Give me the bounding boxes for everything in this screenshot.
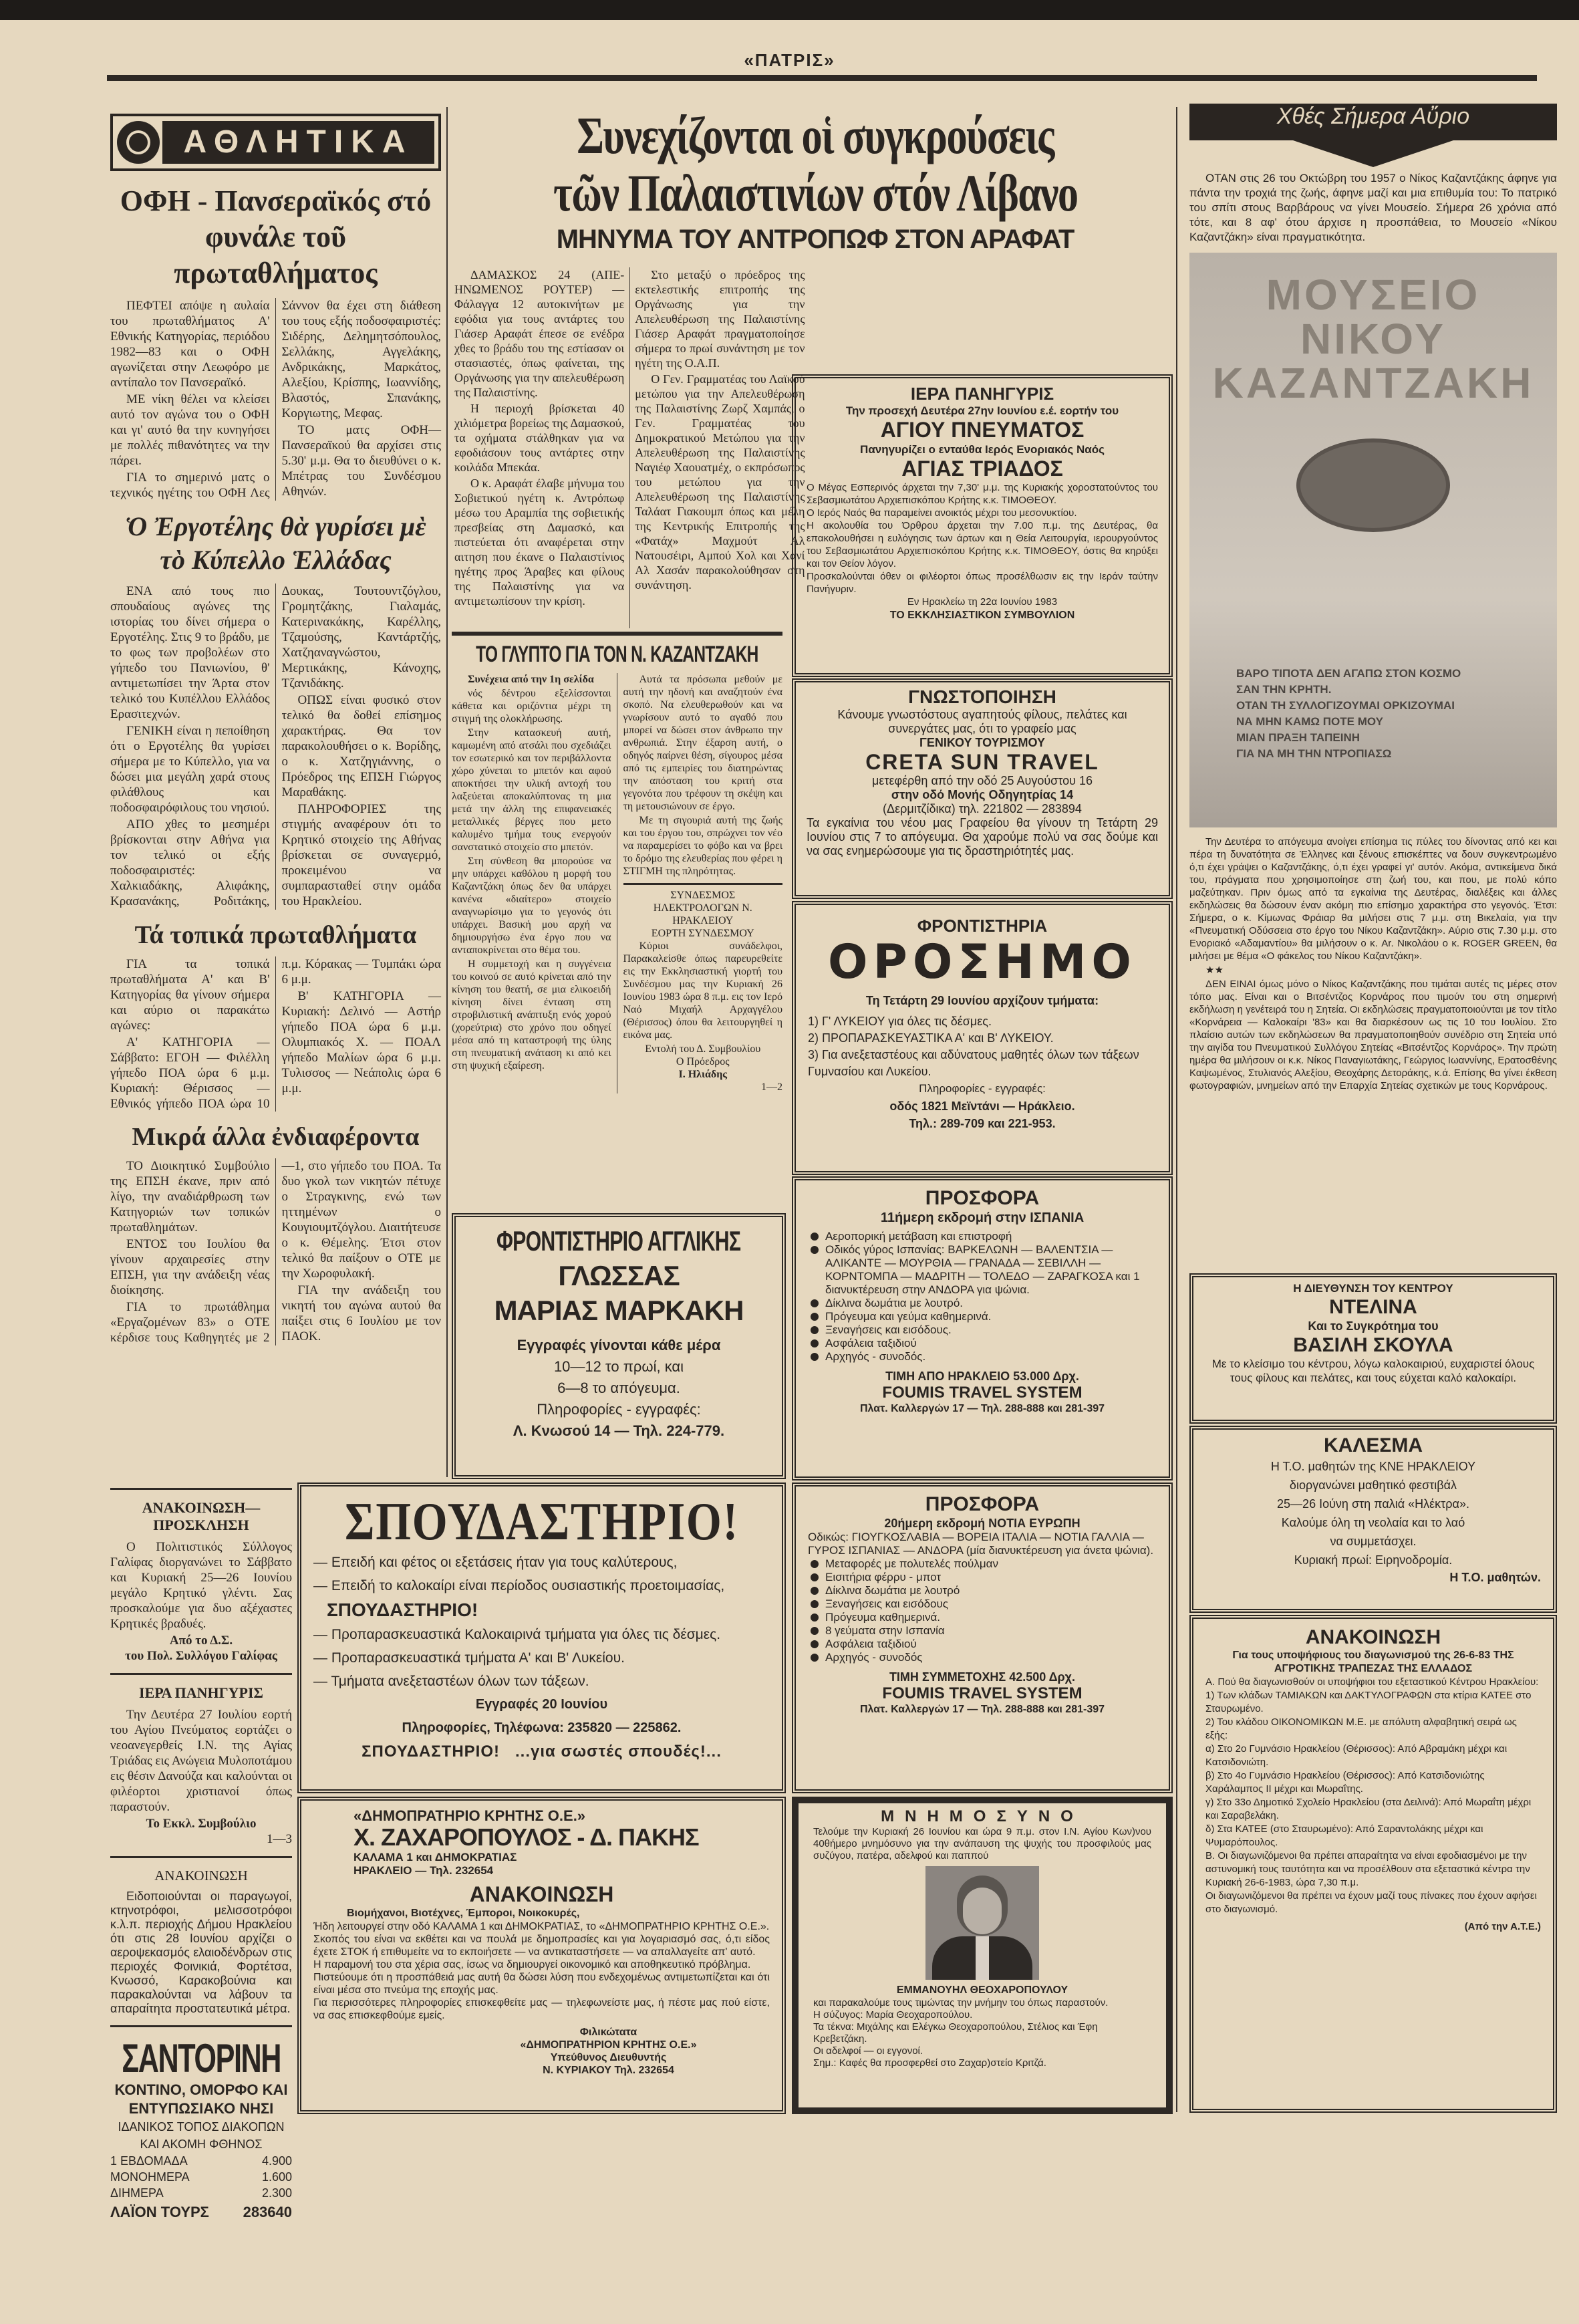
feature-intro: ΟΤΑΝ στις 26 του Οκτώβρη του 1957 ο Νίκος Καζαντζάκης άφηνε για πάντα την τροχιά της ζωής, άφηνε μαζί και μια επιθυμία του: Το πατρικό του σπίτι στους Βαρβάρους να γίνει Μουσείο. Σήμερα 26 χρόνια από τότε, και 8 αφ' ότου άρχισε η προσπάθεια, το Μουσείο «Νίκου Καζαντζάκη» είναι πραγματικότητα. — [1189, 172, 1557, 243]
paragraph: Η συμμετοχή και η συγγένεια του κοινού σε αυτό κρίνεται από την κίνηση του θεατή, σε μια ελικοειδή κίνηση δίνει ένταση στη στροβιλιστική ανάπτυξη ενός χορού (χορεύτρια) στο χρόνο που οδηγεί μέσα από τη καταστροφή της ύλης στη πνευματική ανάταση κι από κει στη ψυχική εξαίρεση. — [452, 958, 611, 1071]
paragraph: ΑΠΟ χθες το μεσημέρι βρίσκονται στην Αθήνα για τον τελικό οι εξής ποδοσφαιριστές: Χαλκιαδάκης, Αλιφάκης, Κρασανάκης, Ροδιτάκης, Δουκας, Τουτουντζόγλου, Γρομητζάκης, Γιαλαμάς, Κατερινακάκης, Καρέλλης, Τζαμούσης, Καντάρτζής, Χατζηαναγνώστου, Μερτικάκης, Κάνοχης, Τζανιδάκης. — [110, 584, 441, 908]
text: οδός 1821 Μεϊντάνι — Ηράκλειο. — [889, 1100, 1075, 1113]
paragraph: ΕΝΑ από τους πιο σπουδαίους αγώνες της ιστορίας του δίνει σήμερα ο Εργοτέλης. Στις 9 το βράδυ, με το φως των προβολέων στο γήπεδο του Πανιωνίου, θ' αντιμετωπίσει την Άρτα στον τελικό του Κυπέλλου Ελλάδος Ερασιτεχνών. — [110, 584, 270, 721]
paragraph: ΤΟ Διοικητικό Συμβούλιο της ΕΠΣΗ έκανε, πριν από λίγο, την αναδιάρθρωση των Κατηγοριών των τοπικών πρωταθλημάτων. — [110, 1159, 270, 1235]
lead-headline-line: τῶν Παλαιστινίων στόν Λίβανο — [553, 164, 1078, 222]
text: Την προσεχή Δευτέρα 27ην Ιουνίου ε.έ. εορτήν του — [845, 404, 1119, 417]
text: FOUMIS TRAVEL SYSTEM — [882, 1684, 1083, 1702]
text: Για τους υποψήφιους του διαγωνισμού της 26-6-83 ΤΗΣ ΑΓΡΟΤΙΚΗΣ ΤΡΑΠΕΖΑΣ ΤΗΣ ΕΛΛΑΔΟΣ — [1232, 1650, 1514, 1674]
list-item: Ξεναγήσεις και εισόδους. — [808, 1323, 1157, 1337]
list-item: Εισιτήρια φέρρυ - μποτ — [808, 1571, 1157, 1584]
text: Τη Τετάρτη 29 Ιουνίου αρχίζουν τμήματα: — [865, 994, 1099, 1007]
feast-sign: Το Εκκλ. Συμβούλιο — [146, 1817, 257, 1831]
text: Πληροφορίες, Τηλέφωνα: 235820 — 225862. — [402, 1720, 682, 1735]
text: ΣΠΟΥΔΑΣΤΗΡΙΟ! — [362, 1742, 500, 1761]
text: — Τμήματα ανεξεταστέων όλων των τάξεων. — [313, 1674, 589, 1689]
paragraph: Ο Μέγας Εσπερινός άρχεται την 7,30' μ.μ. της Κυριακής χοροστατούντος του Σεβασμιωτάτου Αρχιεπισκόπου Κρήτης κ.κ. ΤΙΜΟΘΕΟΥ. — [807, 482, 1158, 506]
santorini-agency — [110, 2204, 292, 2221]
paragraph: Η Τ.Ο. μαθητών της ΚΝΕ ΗΡΑΚΛΕΙΟΥ — [1270, 1460, 1476, 1473]
paragraph: ΠΛΗΡΟΦΟΡΙΕΣ της στιγμής αναφέρουν ότι το Κρητικό στοιχείο της Αθήνας βρίσκεται σε συναγερμό, προκειμένου να συμπαρασταθεί στην ομάδα του Ηρακλείου. — [281, 802, 441, 908]
paragraph: 2) ΠΡΟΠΑΡΑΣΚΕΥΑΣΤΙΚΑ Α' και Β' ΛΥΚΕΙΟΥ. — [808, 1031, 1054, 1045]
paragraph: Για περισσότερες πληροφορίες επισκεφθείτε μας — τηλεφωνείστε μας, ή πέστε μας πού είστε, να σας επισκεφθούμε εμείς. — [313, 1997, 770, 2021]
paragraph: Την Δευτέρα το απόγευμα ανοίγει επίσημα τις πύλες του δίνοντας από κει και πέρα τη δυνατότητα σε Έλληνες και ξένους επισκέπτες να δουν συγκεντρωμένο ό,τι έχει γράψει ο Καζαντζάκης, ό,τι έχει γραφεί γι' αυτόν. Ακόμα, αντικείμενα δικά του, πράγματα που χρησιμοποίησε στη ζωή του, και που, με πολύ κόπο μαζεύτηκαν. Πριν όμως από τα εγκαίνια της Δευτέρας, διαλέξεις και άλλες εκδηλώσεις θα δώσουν έναν ακόμη πιο επίσημο χαρακτήρα στο γεγονός. Έτσι: Σήμερα, ο κ. Κίμωνας Φράιαρ θα μιλήσει στις 7 μ.μ. στη Βικελαία, για την «Πνευματική Οδύσσεια στο έργο του Νίκου Καζαντζάκη». Αύριο στις 7.30 μ.μ. στο Ενοριακό «Αδαμαντίου» θα μιλήσουν ο κ. Ar. Νικολάου ο κ. ROGER GREEN, θα μιλήσει με θέμα «Ο φάκελος του Νίκου Καζαντζάκη». — [1189, 836, 1557, 962]
price-row — [110, 2169, 292, 2185]
price-value: 2.300 — [261, 2186, 292, 2200]
sculpture-article — [452, 632, 782, 1093]
list-item: 8 γεύματα στην Ισπανία — [808, 1624, 1157, 1638]
text: Πληροφορίες - εγγραφές: — [919, 1082, 1046, 1095]
list-item: Πρόγευμα και γεύμα καθημερινά. — [808, 1310, 1157, 1323]
kalesma-ad — [1189, 1426, 1557, 1613]
text: ΒΑΣΙΛΗ ΣΚΟΥΛΑ — [1293, 1334, 1453, 1356]
text: 6—8 το απόγευμα. — [557, 1380, 680, 1396]
text: Υπεύθυνος Διευθυντής — [550, 2052, 667, 2063]
paragraph: Β. Οι διαγωνιζόμενοι θα πρέπει απαραίτητα να είναι εφοδιασμένοι με την αστυνομική τους ταυτότητα και να προσέλθουν στα εξεταστικά κέντρα την Κυριακή 26-6-1983, ώρα 7,30 π.μ. — [1205, 1850, 1530, 1888]
spain-offer-ad — [792, 1176, 1173, 1480]
list-item: Αρχηγός - συνοδός. — [808, 1350, 1157, 1364]
text: Κύριοι συνάδελφοι, Παρακαλείσθε όπως παρευρεθείτε εις την Εκκλησιαστική γιορτή του Συνδέσμου μας την Κυριακή 26 Ιουνίου 1983 ώρα 8 π.μ. εις τον Ιερό Ναό Μιχαήλ Αρχαγγέλου (Θέρισσος) όπου θα λειτουργηθεί η εικόνα μας. — [623, 940, 782, 1041]
kalesma-lines — [1205, 1457, 1541, 1569]
sculpture-headline: ΤΟ ΓΛΥΠΤΟ ΓΙΑ ΤΟΝ Ν. ΚΑΖΑΝΤΖΑΚΗ — [476, 642, 758, 667]
feature-body — [1189, 835, 1557, 1092]
text: FOUMIS TRAVEL SYSTEM — [882, 1384, 1083, 1402]
price-label: 1 ΕΒΔΟΜΑΔΑ — [110, 2154, 188, 2168]
left-notices — [110, 1485, 292, 2221]
paragraph: Α. Πού θα διαγωνισθούν οι υποψήφιοι του εξεταστικού Κέντρου Ηρακλείου: — [1205, 1676, 1539, 1688]
paragraph: διοργανώνει μαθητικό φεστιβάλ — [1289, 1478, 1457, 1492]
santorini-prices — [110, 2153, 292, 2201]
orosimo-name: ΟΡΟΣΗΜΟ — [828, 934, 1137, 989]
english-school-ad — [452, 1213, 786, 1479]
text: ΚΑΛΕΣΜΑ — [1323, 1434, 1423, 1456]
list-item: Ξεναγήσεις και εισόδους — [808, 1597, 1157, 1611]
list-item: Δίκλινα δωμάτια με λουτρό — [808, 1584, 1157, 1597]
invite-body: Ο Πολιτιστικός Σύλλογος Γαλίφας διοργανώνει το Σάββατο και Κυριακή 25—26 Ιουνίου μεγάλο Κρητικό γλέντι. Σας προσκαλούμε για δυο αξέχαστες Κρητικές βραδυές. — [110, 1540, 292, 1631]
text: — Προπαρασκευαστικά Καλοκαιρινά τμήματα για όλες τις δέσμες. — [313, 1627, 721, 1642]
feast-body: Την Δευτέρα 27 Ιουλίου εορτή του Αγίου Πνεύματος εορτάζει ο νεοανεγερθείς Ι.Ν. της Αγίας Τριάδας εις Ανώγεια Μυλοποτάμου εις θέσιν Δανούζα και καλούνται οι φιλέορτοι χριστιανοί όπως παραστούν. — [110, 1708, 292, 1814]
list-item: Δίκλινα δωμάτια με λουτρό. — [808, 1297, 1157, 1310]
photo-text-line: ΟΤΑΝ ΤΗ ΣΥΛΛΟΓΙΖΟΥΜΑΙ ΟΡΚΙΖΟΥΜΑΙ — [1236, 699, 1455, 712]
column-divider — [1176, 107, 1177, 2112]
spoudastirio-title: ΣΠΟΥΔΑΣΤΗΡΙΟ! — [344, 1493, 739, 1551]
text: Τα τέκνα: Μιχάλης και Ελέγκω Θεοχαροπούλου, Στέλιος και Έφη Κρεβετζάκη. — [813, 2021, 1098, 2045]
feast-ad-body — [807, 481, 1158, 596]
spoudastirio-ad — [297, 1482, 786, 1793]
lead-headline — [461, 107, 1169, 222]
text: 1—2 — [761, 1081, 782, 1093]
paragraph: Η ακολουθία του Όρθρου άρχεται την 7.00 π.μ. της Δευτέρας, θα επακολουθήσει η ευλόγησις των άρτων και η Θεία Λειτουργία, ιερουργούντος του Σεβασμιωτάτου Αρχιεπισκόπου Κρήτης κ.κ. ΤΙΜΟΘΕΟΥ, όστις θα κηρύξει και τον Θείον λόγον. — [807, 520, 1158, 569]
list-item: Αρχηγός - συνοδός — [808, 1651, 1157, 1664]
header-rule — [107, 75, 1537, 81]
creta-sun-name: CRETA SUN TRAVEL — [865, 750, 1099, 774]
text: Η Τ.Ο. μαθητών. — [1449, 1571, 1541, 1584]
church-feast-ad — [792, 374, 1173, 677]
english-school-title: ΦΡΟΝΤΙΣΤΗΡΙΟ ΑΓΓΛΙΚΗΣ — [496, 1225, 741, 1257]
union-notice — [623, 883, 783, 1093]
paragraph: ΔΑΜΑΣΚΟΣ 24 (ΑΠΕ-ΗΝΩΜΕΝΟΣ ΡΟΥΤΕΡ) — Φάλαγγα 12 αυτοκινήτων με εφόδια για τους αντάρτες του Γιάσερ Αραφάτ έπεσε σε ενέδρα χθες το βράδυ του της εστίασαν οι στασιαστές, όπως φαίνεται, της Οργάνωσης για την απελευθέρωση της Παλαιστίνης. — [454, 268, 625, 399]
text: Οι αδελφοί — οι εγγονοί. — [813, 2045, 923, 2057]
spoudastirio-slogan — [313, 1740, 770, 1763]
text: Ι. Ηλιάδης — [678, 1069, 728, 1080]
auction-body — [313, 1920, 770, 2022]
text: Εν Ηρακλείω τη 22α Ιουνίου 1983 — [907, 596, 1058, 608]
text: ΦΡΟΝΤΙΣΤΗΡΙΑ — [917, 916, 1048, 936]
auction-sign — [313, 2026, 770, 2077]
text: ΕΟΡΤΗ ΣΥΝΔΕΣΜΟΥ — [651, 928, 754, 939]
paragraph: Ο Γεν. Γραμματέας του Λαϊκού μετώπου για την Απελευθέρωση της Παλαιστίνης Ζωρζ Χαμπάς, ο Γεν. Γραμματέας του Δημοκρατικού Μετώπου για την Απελευθέρωση της Παλαιστίνης Ναγιέφ Χαουατμέχ, ο εκπρόσωπος του μετώπου για την Απελευθέρωση της Παλαιστίνης Ταλάατ Γιακουμπ όπως και μέλη της Κεντρικής Επιτροπής της «Φατάχ» Μαχμούτ Αλ Νατουσέιρι, Αμπού Χολ και Χανί Αλ Χασάν παρακολούθησαν στη συνάντηση. — [635, 372, 805, 592]
text: Η σύζυγος: Μαρία Θεοχαροπούλου. — [813, 2009, 973, 2021]
paragraph: Προσκαλούνται όθεν οι φιλέορτοι όπως προσέλθωσιν εις την Ιεράν ταύτην Πανήγυριν. — [807, 571, 1158, 595]
invite-sign — [110, 1633, 292, 1664]
text: Πανηγυρίζει ο ενταύθα Ιερός Ενοριακός Ναός — [860, 443, 1105, 456]
text: Σημ.: Καφές θα προσφερθεί στο Ζαχαρ)στείο Κριτζά. — [813, 2057, 1046, 2069]
paragraph: 25—26 Ιούνη στη παλιά «Ηλέκτρα». — [1277, 1497, 1469, 1511]
text: (Δερμιτζίδικα) τηλ. 221802 — 283894 — [883, 802, 1082, 815]
right-column — [1189, 104, 1557, 1093]
text: Η ΔΙΕΥΘΥΝΣΗ ΤΟΥ ΚΕΝΤΡΟΥ — [1293, 1282, 1453, 1295]
creta-sun-ad — [792, 678, 1173, 899]
paragraph: ΓΙΑ την ανάδειξη του νικητή του αγώνα αυτού θα παίξει στις 6 Ιουλίου με τον ΠΑΟΚ. — [281, 1283, 441, 1343]
paragraph: Η περιοχή βρίσκεται 40 χιλιόμετρα βορείως της Δαμασκού, τα οχήματα στάλθηκαν για να εφοδιάσουν τους αντάρτες στην κοιλάδα Μπεκάα. — [454, 402, 625, 474]
english-school-title: ΜΑΡΙΑΣ ΜΑΡΚΑΚΗ — [494, 1295, 744, 1326]
banner-title: Χθές Σήμερα Αὔριο — [1189, 104, 1557, 140]
paragraph: ΤΟ ματς ΟΦΗ—Πανσεραϊκού θα αρχίσει στις 5.30' μ.μ. Θα το διευθύνει ο κ. Μπέτρας του Συνδέσμου Αθηνών. — [281, 423, 441, 499]
santorini-title: ΣΑΝΤΟΡΙΝΗ — [122, 2036, 281, 2081]
paragraph: Α' ΚΑΤΗΓΟΡΙΑ — Σάββατο: ΕΓΟΗ — Φιλέλλη γήπεδο ΠΟΑ ώρα 6 μ.μ. Κυριακή: Θέρισσος — Εθνικός γήπεδο ΠΟΑ ώρα 10 π.μ. Κόρακας — Τυμπάκι ώρα 6 μ.μ. — [110, 957, 441, 1111]
price-label: ΔΙΗΜΕΡΑ — [110, 2186, 164, 2200]
paragraph: ΟΠΩΣ είναι φυσικό στον τελικό θα δοθεί επίσημος χαρακτήρας. Θα τον παρακολουθήσει ο κ. Βορίδης, ο κ. Χατζηγιάννης, ο Πρόεδρος της ΕΠΣΗ Γιώργος Μαραθάκης. — [281, 693, 441, 799]
deceased-name: ΕΜΜΑΝΟΥΗΛ ΘΕΟΧΑΡΟΠΟΥΛΟΥ — [896, 1984, 1068, 1996]
text: ΓΕΝΙΚΟΥ ΤΟΥΡΙΣΜΟΥ — [919, 736, 1045, 749]
paragraph: ΠΕΦΤΕΙ απόψε η αυλαία του πρωταθλήματος Α' Εθνικής Κατηγορίας, περιόδου 1982—83 και ο ΟΦΗ αγωνίζεται στην Λεωφόρο με αντίπαλο τον Πανσεραϊκό. — [110, 299, 270, 390]
text: Τηλ.: 289-709 και 221-953. — [909, 1117, 1056, 1130]
text: 20ήμερη εκδρομή ΝΟΤΙΑ ΕΥΡΩΠΗ — [884, 1517, 1081, 1530]
paragraph: 2) Του κλάδου ΟΙΚΟΝΟΜΙΚΩΝ Μ.Ε. με απόλυτη αλφαβητική σειρά ως εξής: — [1205, 1716, 1517, 1741]
text: στην οδό Μονής Οδηγητρίας 14 — [891, 788, 1074, 801]
lead-subheadline: ΜΗΝΥΜΑ ΤΟΥ ΑΝΤΡΟΠΩΦ ΣΤΟΝ ΑΡΑΦΑΤ — [556, 225, 1074, 254]
masthead: «ΠΑΤΡΙΣ» — [744, 50, 835, 70]
offer-features — [808, 1557, 1157, 1664]
banner-arrow-icon — [1293, 140, 1453, 167]
text: Πλατ. Καλλεργών 17 — Τηλ. 288-888 και 281-397 — [859, 1403, 1105, 1414]
sports-section — [110, 114, 441, 1345]
text: Τελούμε την Κυριακή 26 Ιουνίου και ώρα 9 π.μ. στον Ι.Ν. Αγίου Κων)νου 40θήμερο μνημόσυνο για την ανάπαυση της ψυχής του προσφιλούς μας συζύγου, πατέρα, αδελφού και παππού — [813, 1826, 1151, 1861]
list-item: Πρόγευμα καθημερινά. — [808, 1611, 1157, 1624]
text: Λ. Κνωσού 14 — Τηλ. 224-779. — [513, 1422, 725, 1439]
paragraph: Β' ΚΑΤΗΓΟΡΙΑ — Κυριακή: Δελινό — Αστήρ γήπεδο ΠΟΑ ώρα 6 μ.μ. Ολυμπιακός Χ. — ΠΟΑΛ γήπεδο Μαλίων ώρα 6 μ.μ. Τυλισσος — Νεάπολις ώρα 6 μ.μ. — [281, 989, 441, 1095]
list-item: Αεροπορική μετάβαση και επιστροφή — [808, 1230, 1157, 1243]
text: ΚΑΛΑΜΑ 1 και ΔΗΜΟΚΡΑΤΙΑΣ — [353, 1851, 517, 1863]
text: και παρακαλούμε τους τιμώντας την μνήμην του όπως παραστούν. — [813, 1997, 1109, 2009]
lead-story — [461, 107, 1169, 254]
sculpture-lead: Συνέχεια από την 1η σελίδα — [468, 674, 594, 685]
paragraph: ΓΕΝΙΚΗ είναι η πεποίθηση ότι ο Εργοτέλης θα γυρίσει σήμερα με το Κύπελλο, για να δώσει μια μεγάλη χαρά στους φιλάθλους και ποδοσφαιρόφιλους του νησιού. — [110, 724, 270, 815]
text: 11ήμερη εκδρομή στην ΙΣΠΑΝΙΑ — [880, 1210, 1085, 1225]
headline-ofi: ΟΦΗ - Πανσεραϊκός στό φυνάλε τοῦ πρωταθλήματος — [120, 184, 432, 289]
photo-text-line: ΜΟΥΣΕΙΟ — [1266, 271, 1481, 319]
santorini-tagline: ΕΝΤΥΠΩΣΙΑΚΟ ΝΗΣΙ — [128, 2100, 274, 2117]
paragraph: Οι διαγωνιζόμενοι θα πρέπει να έχουν μαζί τους πίνακες που έχουν αφήσει στο διαγωνισμό. — [1205, 1890, 1537, 1915]
auction-header — [313, 1807, 770, 1878]
paragraph: Πιστεύουμε ότι η προσπάθειά μας αυτή θα δώσει λύση που ενδεχομένως αντιμετωπίζεται και ότι είναι μέσα στο πνεύμα της εποχής μας. — [313, 1972, 770, 1996]
english-school-title: ΓΛΩΣΣΑΣ — [558, 1260, 680, 1291]
orosimo-ad — [792, 901, 1173, 1175]
headline-ergotelis: Ὁ Ἐργοτέλης θὰ γυρίσει μὲ τὸ Κύπελλο Ἑλλάδας — [125, 511, 426, 575]
text: ΠΡΟΣΦΟΡΑ — [925, 1187, 1040, 1209]
text: μετεφέρθη από την οδό 25 Αυγούστου 16 — [871, 774, 1093, 787]
photo-text-line: ΚΑΖΑΝΤΖΑΚΗ — [1212, 359, 1534, 407]
text: Βιομήχανοι, Βιοτέχνες, Έμποροι, Νοικοκυρές, — [347, 1908, 580, 1919]
list-item: Οδικός γύρος Ισπανίας: ΒΑΡΚΕΛΩΝΗ — ΒΑΛΕΝΤΣΙΑ — ΑΛΙΚΑΝΤΕ — ΜΟΥΡΘΙΑ — ΓΡΑΝΑΔΑ — ΣΕΒΙΛΛΗ — ΚΟΡΝΤΟΜΠΑ — ΜΑΔΡΙΤΗ — ΤΟΛΕΔΟ — ΖΑΡΑΓΚΟΣΑ και 1 διανυκτέρευση στην ΑΝΔΟΡΑ για ψώνια. — [808, 1243, 1157, 1297]
paragraph: ΓΙΑ το πρωτάθλημα «Εργαζομένων 83» ο ΟΤΕ κέρδισε τους Καθηγητές με 2—1, στο γήπεδο του ΠΟΑ. Τα δυο γκολ των νικητών πέτυχε ο Στραγκινης, ενώ των ηττημένων ο Κουγιουμτζόγλου. Διαιτήτευσε ο κ. Θέμελης. Έτσι στον τελικό θα παίξουν ο ΟΤΕ με την Χωροφυλακή. — [110, 1159, 441, 1345]
text: — Επειδή και φέτος οι εξετάσεις ήταν για τους καλύτερους, — [313, 1555, 678, 1570]
paragraph: Η παραμονή του στα χέρια σας, ίσως να δημιουργεί οικονομικό και αποθηκευτικό πρόβλημα. — [313, 1959, 751, 1970]
text: Φιλικώτατα — [579, 2027, 637, 2038]
photo-text-line: ΒΑΡΟ ΤΙΠΟΤΑ ΔΕΝ ΑΓΑΠΩ ΣΤΟΝ ΚΟΣΜΟ — [1236, 667, 1461, 680]
sports-logo-text: ΑΘΛΗΤΙΚΑ — [162, 121, 434, 164]
museum-sign — [1189, 253, 1557, 405]
paragraph: 1) Των κλάδων ΤΑΜΙΑΚΩΝ και ΔΑΚΤΥΛΟΓΡΑΦΩΝ στα κτίρια ΚΑΤΕΕ στο Σταυρωμένο. — [1205, 1690, 1532, 1714]
photo-text-line: ΜΙΑΝ ΠΡΑΞΗ ΤΑΠΕΙΝΗ — [1236, 731, 1360, 744]
paragraph: Σκοπός του είναι να εκθέτει και να πουλά με δημοπρασίες και για λογαριασμό σας, ό,τι είδος έχετε ΣΤΟΚ ή επιθυμείτε να το εκποιήσετε — να αντικαταστήσετε — να απαλλαγείτε απ' αυτό. — [313, 1934, 770, 1958]
scan-edge — [0, 0, 1579, 20]
feature-banner — [1189, 104, 1557, 167]
paragraph: Καλούμε όλη τη νεολαία και το λαό — [1281, 1516, 1465, 1529]
paragraph: Ο κ. Αραφάτ έλαβε μήνυμα του Σοβιετικού ηγέτη κ. Αντρόπωφ μέσω του Αραμπία της σοβιετικής πρεσβείας στη Δαμασκό, και πιστεύεται ότι αναφέρεται στην αιτηση που έκανε ο Παλαιστίνιος ηγέτης προς Άραβες και φίλους της Παλαιστίνης για να αντιμετωπίσουν την κρίση. — [454, 477, 625, 608]
feast-title: ΙΕΡΑ ΠΑΝΗΓΥΡΙΣ — [139, 1684, 263, 1701]
text: ΤΙΜΗ ΑΠΟ ΗΡΑΚΛΕΙΟ 53.000 Δρχ. — [885, 1370, 1079, 1383]
headline-local-leagues: Τά τοπικά πρωταθλήματα — [134, 921, 417, 949]
portrait-photo — [925, 1866, 1039, 1980]
paragraph: 3) Για ανεξεταστέους και αδύνατους μαθητές όλων των τάξεων Γυμνασίου και Λυκείου. — [808, 1048, 1139, 1078]
list-item: Ασφάλεια ταξιδιού — [808, 1337, 1157, 1350]
text: Πληροφορίες - εγγραφές: — [537, 1401, 701, 1418]
paragraph: Στο μεταξύ ο πρόεδρος της εκτελεστικής επιτροπής της Οργάνωσης για την Απελευθέρωση της Παλαιστίνης Γιάσερ Αραφάτ πραγματοποίησε σήμερα το πρωί συνάντηση με τον ηγέτη της Ο.Α.Π. — [635, 268, 805, 370]
paragraph: ΕΝΤΟΣ του Ιουλίου θα γίνουν αρχαιρεσίες στην ΕΠΣΗ, για την ανάδειξη νέας διοίκησης. — [110, 1237, 270, 1297]
article-ergotelis — [110, 584, 441, 910]
paragraph: 1) Γ' ΛΥΚΕΙΟΥ για όλες τις δέσμες. — [808, 1015, 992, 1028]
text: Οδικώς: ΓΙΟΥΓΚΟΣΛΑΒΙΑ — ΒΟΡΕΙΑ ΙΤΑΛΙΑ — ΝΟΤΙΑ ΓΑΛΛΙΑ — ΓΥΡΟΣ ΙΣΠΑΝΙΑΣ — ΑΝΔΟΡΑ (μία διανυκτέρευση για άνετα ψώνια). — [808, 1531, 1154, 1557]
paragraph: ΔΕΝ ΕΙΝΑΙ όμως μόνο ο Νίκος Καζαντζάκης που τιμάται αυτές τις μέρες στον τόπο μας. Είναι και ο Βιτσέντζος Κορνάρος που τιμούν του στη σημερινή εκδήλωση η γενέτειρά του η Σητεία. Οι εκδηλώσεις πραγματοποιούνται με τον τίτλο «Κορνάρεια — Καλοκαίρι '83» και θα διαρκέσουν ως τις 10 του Ιουλίου. Στο πλαίσιο αυτών των εκδηλώσεων θα πραγματοποιηθούν συνέδριο στη Σητεία υπό την αιγίδα του Πνευματικού Συλλόγου Σητείας «Βιτσέντζος Κορνάρος». Την πρώτη ημέρα θα μιλήσουν οι κ.κ. Νίκος Παναγιωτάκης, Γεώργιος Ιωαννίνης, Ερατοσθένης Καψωμένος, Στυλιανός Αλεξίου, Θεοχάρης Δετοράκης, κ.ά. Επίσης θα γίνει έκθεση φωτογραφιών, μνημείων από την Επαρχία Σητείας σχετικών με τους Κορνάρους. — [1189, 979, 1557, 1091]
text: Πλατ. Καλλεργών 17 — Τηλ. 288-888 και 281-397 — [859, 1704, 1105, 1715]
paragraph: Κυριακή πρωί: Ειρηνοδρομία. — [1294, 1553, 1453, 1567]
notice-title: ΑΝΑΚΟΙΝΩΣΗ — [154, 1867, 248, 1884]
paragraph: Ο Ιερός Ναός θα παραμείνει ανοικτός μέχρι του μεσονυκτίου. — [807, 507, 1077, 519]
article-ofi — [110, 298, 441, 501]
headline-small-news: Μικρά άλλα ἐνδιαφέροντα — [132, 1123, 420, 1151]
paragraph: Αυτά τα πρόσωπα μεθούν με αυτή την ηδονή και αναζητούν ένα σκοπό. Να ελευθερωθούν και να γνωρίσουν αυτό το αγαθό που μπορεί να δώσει στον άνθρωπο την ανθρωπιά. Στην έξαρση αυτή, ο οδηγός παίρνει θέση, σίγουρος μέσα από τις εμπειρίες του διατηρώντας την απόσταση του κριτή στα γεγονότα που τρέφουν τη σκέψη και τη μετουσιώνουν σε έργο. — [623, 674, 782, 812]
text: Κάνουμε γνωστόστους αγαπητούς φίλους, πελάτες και συνεργάτες μας, ότι το γραφείο μας — [837, 708, 1127, 735]
paragraph: να συμμετάσχει. — [1330, 1535, 1417, 1548]
price-row — [110, 2185, 292, 2201]
text: Τα εγκαίνια του νέου μας Γραφείου θα γίνουν τη Τετάρτη 29 Ιουνίου στις 7 το απόγευμα. Θα χαρούμε πολύ να σας δούμε και να σας ενημερώσουμε για τις δραστηριότητές μας. — [807, 816, 1158, 858]
text: Εντολή του Δ. Συμβουλίου — [645, 1043, 761, 1055]
photo-text-line: ΝΑ ΜΗΝ ΚΑΜΩ ΠΟΤΕ ΜΟΥ — [1236, 715, 1383, 728]
santorini-ad — [110, 2037, 292, 2221]
price-row — [110, 2153, 292, 2169]
agency-phone: 283640 — [243, 2204, 292, 2220]
text: ΠΡΟΣΦΟΡΑ — [925, 1493, 1040, 1515]
price-value: 1.600 — [261, 2170, 292, 2184]
lead-headline-line: Συνεχίζονται οἱ συγκρούσεις — [577, 106, 1054, 164]
price-label: ΜΟΝΟΗΜΕΡΑ — [110, 2170, 190, 2184]
text: Εγγραφές γίνονται κάθε μέρα — [517, 1337, 721, 1353]
feast-number: 1—3 — [267, 1832, 292, 1846]
paragraph: ΜΕ νίκη θέλει να κλείσει αυτό τον αγώνα του ο ΟΦΗ και γι' αυτό θα την κυνηγήσει με πολλές πιθανότητες να την πάρει. — [110, 392, 270, 468]
paragraph: α) Στο 2ο Γυμνάσιο Ηρακλείου (Θέρισσος): Από Αβραμάκη μέχρι και Κατσιδονιώτη. — [1205, 1743, 1508, 1768]
paragraph: δ) Στα ΚΑΤΕΕ (στο Σταυρωμένο): Από Σαραντολάκης μέχρι και Ψυμαρόπουλος. — [1205, 1823, 1483, 1848]
sculpture-body — [452, 673, 782, 1093]
offer-features — [808, 1230, 1157, 1364]
ate-lines — [1205, 1676, 1541, 1916]
notice-body: Ειδοποιούνται οι παραγωγοί, κτηνοτρόφοι, μελισσοτρόφοι κ.λ.π. περιοχής Δήμου Ηρακλείου ότι στις 28 Ιουνίου αρχίζει ο αεροψεκασμός ελαιοδένδρων στις περιοχές Φοινικιά, Φορτέτσα, Κνωσσό, Καρακοβούνια και παρακαλούνται να λάβουν τα απαραίτητα προστατευτικά μέτρα. — [110, 1890, 292, 2015]
text: Από το Δ.Σ. — [169, 1634, 233, 1648]
paragraph: Με τη σιγουριά αυτή της ζωής και του έργου του, σπρώχνει τον νέο να παραμερίσει το φόβο και να βρει το δρόμο της ελευθερίας που φέρει η ΣΤΙΓΜΗ της πληρότητας. — [623, 815, 782, 877]
museum-photo — [1189, 253, 1557, 827]
text: (Από την Α.Τ.Ε.) — [1464, 1921, 1541, 1932]
text: Ο Πρόεδρος — [676, 1056, 730, 1067]
photo-text-line: ΣΑΝ ΤΗΝ ΚΡΗΤΗ. — [1236, 683, 1332, 696]
santorini-tagline: ΚΟΝΤΙΝΟ, ΟΜΟΡΦΟ ΚΑΙ — [114, 2081, 288, 2098]
europe-offer-ad — [792, 1482, 1173, 1793]
photo-text-line: ΓΙΑ ΝΑ ΜΗ ΤΗΝ ΝΤΡΟΠΙΑΣΩ — [1236, 747, 1392, 760]
memorial-title: ΜΝΗΜΟΣΥΝΟ — [881, 1807, 1084, 1825]
sports-logo — [110, 114, 441, 171]
column-divider — [446, 107, 448, 1477]
auction-title: ΑΝΑΚΟΙΝΩΣΗ — [469, 1882, 614, 1906]
list-item: Μεταφορές με πολυτελές πούλμαν — [808, 1557, 1157, 1571]
text: Ν. ΚΥΡΙΑΚΟΥ Τηλ. 232654 — [543, 2065, 674, 2076]
text: Και το Συγκρότημα του — [1308, 1319, 1439, 1333]
text: ΑΓΙΟΥ ΠΝΕΥΜΑΤΟΣ — [880, 418, 1085, 442]
text: 10—12 το πρωί, και — [553, 1358, 684, 1375]
paragraph: β) Στο 4ο Γυμνάσιο Ηρακλείου (Θέρισσος): Από Κατσιδονιώτης Χαράλαμπος ΙΙ μέχρι και Μωραΐτης. — [1205, 1770, 1485, 1795]
text: ΗΡΑΚΛΕΙΟ — Τηλ. 232654 — [353, 1864, 494, 1877]
text: ...για σωστές σπουδές!... — [515, 1742, 722, 1761]
paragraph: Ήδη λειτουργεί στην οδό ΚΑΛΑΜΑ 1 και ΔΗΜΟΚΡΑΤΙΑΣ, το «ΔΗΜΟΠΡΑΤΗΡΙΟ ΚΡΗΤΗΣ Ο.Ε.». — [313, 1921, 770, 1932]
article-local-leagues — [110, 956, 441, 1112]
paragraph: ΓΙΑ το σημερινό ματς ο τεχνικός ηγέτης του ΟΦΗ Λες Σάννον θα έχει στη διάθεση του τους εξής ποδοσφαιριστές: Σιδέρης, Δελημητσόπουλος, Σελλάκης, Αγγελάκης, Ανδρικάκης, Μαρκάτος, Αλεξίου, Κρίσπης, Ιωαννίδης, Βλαστός, Σπανάκης, Κοργιωτης, Μεφας. — [110, 299, 441, 500]
price-value: 4.900 — [261, 2154, 292, 2168]
ate-notice — [1189, 1615, 1557, 2113]
santorini-tagline: ΙΔΑΝΙΚΟΣ ΤΟΠΟΣ ΔΙΑΚΟΠΩΝ — [118, 2120, 285, 2134]
delina-ad — [1189, 1273, 1557, 1424]
paragraph: Στη σύνθεση θα μπορούσε να μην υπάρχει καθόλου η μορφή του Καζαντζάκη όπως δεν θα υπάρχει κανένα «διαίτερο» στοιχείο αναγνωρίσιμο για το γεγονός ότι υπάρχει. Βασική μου αρχή να δημιουργήσω ένα έργο που να ανταποκρίνεται στο θέμα του. — [452, 856, 611, 956]
text: Εγγραφές 20 Ιουνίου — [475, 1697, 608, 1712]
text: Χ. ΖΑΧΑΡΟΠΟΥΛΟΣ - Δ. ΠΑΚΗΣ — [353, 1823, 699, 1851]
text: ΑΓΙΑΣ ΤΡΙΑΔΟΣ — [901, 457, 1063, 481]
feast-ad-title: ΙΕΡΑ ΠΑΝΗΓΥΡΙΣ — [910, 384, 1054, 404]
orosimo-items — [808, 1013, 1157, 1080]
auction-ad — [297, 1797, 786, 2114]
invite-title: ΑΝΑΚΟΙΝΩΣΗ— ΠΡΟΣΚΛΗΣΗ — [142, 1499, 261, 1533]
text: ΤΙΜΗ ΣΥΜΜΕΤΟΧΗΣ 42.500 Δρχ. — [889, 1670, 1076, 1684]
text: ΣΠΟΥΔΑΣΤΗΡΙΟ! — [327, 1599, 478, 1620]
paragraph: ★★ — [1205, 964, 1224, 976]
text: ΣΥΝΔΕΣΜΟΣ — [670, 890, 736, 901]
text: ΑΝΑΚΟΙΝΩΣΗ — [1305, 1626, 1441, 1648]
text: Με το κλείσιμο του κέντρου, λόγω καλοκαιριού, ευχαριστεί όλους τους φίλους και πελάτες, και τους εύχεται καλό καλοκαίρι. — [1211, 1358, 1535, 1384]
memorial-notice — [792, 1797, 1173, 2114]
paragraph: ΓΙΑ τα τοπικά πρωταθλήματα Α' και Β' Κατηγορίας θα γίνουν σήμερα και αύριο οι παρακάτω αγώνες: — [110, 957, 270, 1033]
paragraph: Στην κατασκευή αυτή, καμωμένη από ατσάλι που σχεδιάζει τον εσωτερικό και τον περιβάλλοντα χώρο χύνεται το μπετόν και αφού αποκτήσει την υλική αντοχή του λαξεύεται αποκαλύπτονας τη μια μετά την άλλη της επιφανειακές μεταλλικές βέργες που μετο καλυμένο τμήμα τους ενεργούν σανστατικό στοιχείο στο μπετόν. — [452, 727, 611, 853]
kazantzakis-medallion — [1296, 438, 1450, 532]
paragraph: γ) Στο 33ο Δημοτικό Σχολείο Ηρακλείου (στα Δειλινά): Από Μωραΐτη μέχρι και Σαραβελάκη. — [1205, 1797, 1532, 1821]
text: ΗΛΕΚΤΡΟΛΟΓΩΝ Ν. ΗΡΑΚΛΕΙΟΥ — [653, 902, 752, 926]
list-item: Ασφάλεια ταξιδιού — [808, 1638, 1157, 1651]
football-icon — [117, 121, 160, 164]
kazantzakis-quote — [1189, 565, 1557, 762]
text: ΝΤΕΛΙΝΑ — [1329, 1296, 1417, 1318]
paragraph: νός δέντρου εξελίσσονται κάθετα και οριζόντια μέχρι τη στιγμή της ολοκλήρωσης. — [452, 688, 611, 725]
article-small-news — [110, 1158, 441, 1345]
text: — Προπαρασκευαστικά τμήματα Α' και Β' Λυκείου. — [313, 1650, 625, 1666]
agency-name: ΛΑΪΟΝ ΤΟΥΡΣ — [110, 2204, 209, 2220]
text: ΤΟ ΕΚΚΛΗΣΙΑΣΤΙΚΟΝ ΣΥΜΒΟΥΛΙΟΝ — [889, 610, 1075, 621]
text: του Πολ. Συλλόγου Γαλίφας — [125, 1649, 277, 1663]
santorini-tagline: ΚΑΙ ΑΚΟΜΗ ΦΘΗΝΟΣ — [140, 2138, 263, 2151]
text: «ΔΗΜΟΠΡΑΤΗΡΙΟΝ ΚΡΗΤΗΣ Ο.Ε.» — [520, 2039, 697, 2051]
text: ΓΝΩΣΤΟΠΟΙΗΣΗ — [908, 686, 1056, 707]
text: «ΔΗΜΟΠΡΑΤΗΡΙΟ ΚΡΗΤΗΣ Ο.Ε.» — [353, 1807, 586, 1824]
text: — Επειδή το καλοκαίρι είναι περίοδος ουσιαστικής προετοιμασίας, — [313, 1578, 725, 1593]
photo-text-line: ΝΙΚΟΥ — [1300, 315, 1446, 363]
